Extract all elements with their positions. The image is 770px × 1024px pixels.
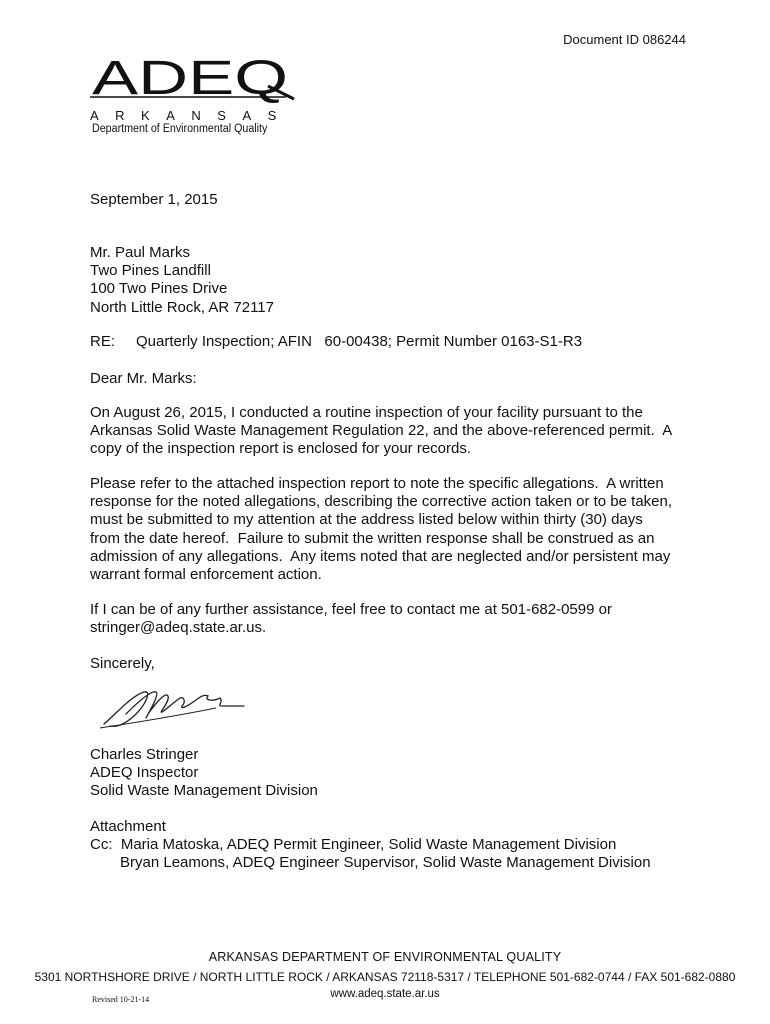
logo-department: Department of Environmental Quality <box>92 123 268 135</box>
footer-website: www.adeq.state.ar.us <box>330 988 440 1000</box>
salutation-text: Dear Mr. Marks: <box>90 370 197 387</box>
paragraph-line: admission of any allegations. Any items noted that are neglected and/or persistent may <box>90 547 671 565</box>
adeq-wordmark <box>90 50 300 106</box>
paragraph-line: warrant formal enforcement action. <box>90 566 322 584</box>
signer-title: ADEQ Inspector <box>90 764 199 782</box>
salutation <box>90 370 690 388</box>
paragraph-1 <box>90 404 690 459</box>
re-line <box>90 333 690 351</box>
paragraph-line: must be submitted to my attention at the address listed below within thirty (30) days <box>90 511 643 529</box>
paragraph-line: copy of the inspection report is enclosed for your records. <box>90 440 472 458</box>
re-label: RE: <box>90 333 116 350</box>
contact-email: stringer@adeq.state.ar.us. <box>90 619 267 637</box>
recipient-street: 100 Two Pines Drive <box>90 280 228 298</box>
adeq-logo <box>90 50 300 140</box>
attachment-label: Attachment <box>90 818 166 835</box>
paragraph-3 <box>90 601 690 637</box>
recipient-address <box>90 244 690 317</box>
cc-line: Cc: Maria Matoska, ADEQ Permit Engineer, Solid Waste Management Division <box>90 836 617 854</box>
footer-org: ARKANSAS DEPARTMENT OF ENVIRONMENTAL QUALITY <box>208 950 562 964</box>
letter-date <box>90 191 690 209</box>
footer-address: 5301 NORTHSHORE DRIVE / NORTH LITTLE ROCK / ARKANSAS 72118-5317 / TELEPHONE 501-682-0744 / FAX 501-682-0880 <box>34 970 736 984</box>
logo-state-letters: ARKANSAS <box>90 108 293 123</box>
paragraph-2 <box>90 475 690 584</box>
paragraph-line: Arkansas Solid Waste Management Regulation 22, and the above-referenced permit. A <box>90 422 673 440</box>
paragraph-line: response for the noted allegations, describing the corrective action taken or to be taken, <box>90 493 673 511</box>
document-id: Document ID 086244 <box>563 32 686 47</box>
paragraph-line: Please refer to the attached inspection report to note the specific allegations. A written <box>90 475 664 492</box>
revised-date: Revised 10-21-14 <box>92 995 150 1004</box>
closing <box>90 655 690 673</box>
re-subject: Quarterly Inspection; AFIN 60-00438; Permit Number 0163-S1-R3 <box>136 333 583 350</box>
paragraph-line: If I can be of any further assistance, feel free to contact me at 501-682-0599 or <box>90 601 612 618</box>
adeq-wordmark-text: ADEQ <box>92 52 288 105</box>
attachments-cc <box>90 818 690 873</box>
closing-text: Sincerely, <box>90 655 155 672</box>
recipient-company: Two Pines Landfill <box>90 262 211 280</box>
paragraph-line: from the date hereof. Failure to submit the written response shall be construed as an <box>90 529 655 547</box>
recipient-city: North Little Rock, AR 72117 <box>90 298 274 316</box>
paragraph-line: On August 26, 2015, I conducted a routine inspection of your facility pursuant to the <box>90 404 643 421</box>
cc-line: Bryan Leamons, ADEQ Engineer Supervisor, Solid Waste Management Division <box>120 854 651 872</box>
recipient-name: Mr. Paul Marks <box>90 244 191 261</box>
date-text: September 1, 2015 <box>90 191 218 208</box>
signer-block <box>90 746 690 801</box>
signature-image <box>96 684 256 734</box>
signer-division: Solid Waste Management Division <box>90 782 318 800</box>
signer-name: Charles Stringer <box>90 746 199 763</box>
